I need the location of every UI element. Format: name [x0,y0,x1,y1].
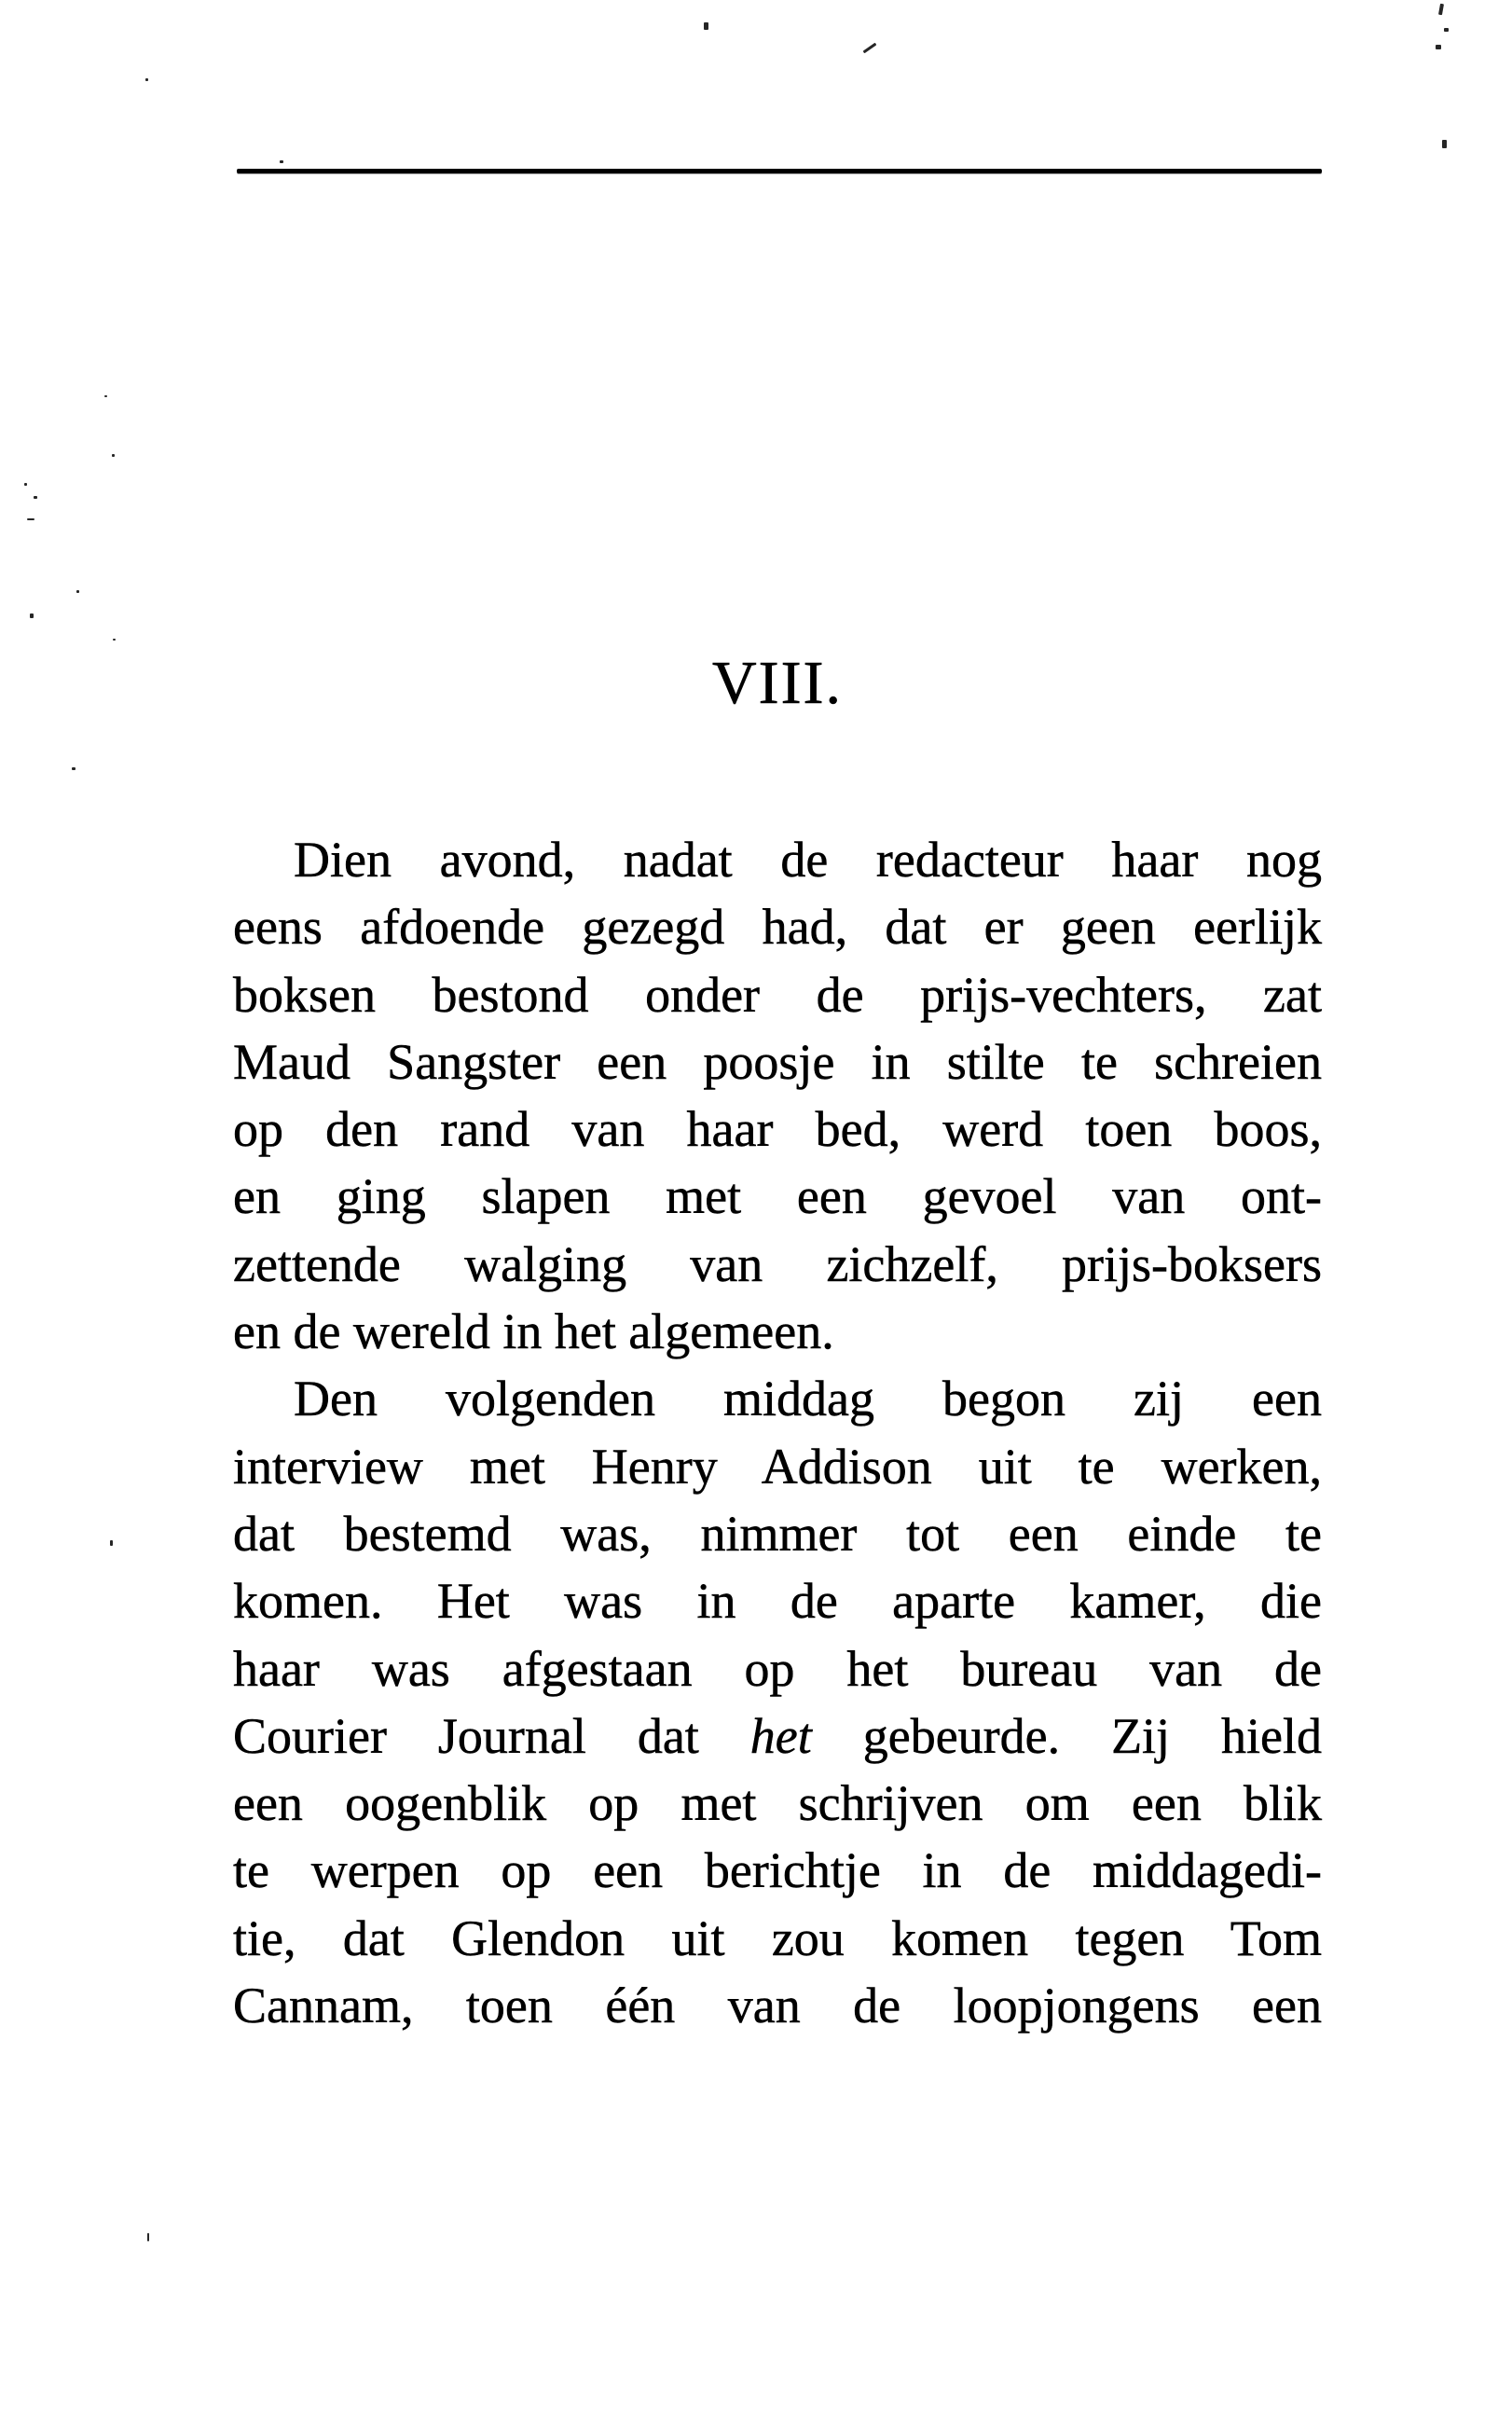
text-line: interview met Henry Addison uit te werken, [233,1438,1322,1495]
scan-speck [1442,140,1447,148]
scan-speck [34,496,37,499]
scan-speck [30,613,34,618]
scan-speck [72,767,76,770]
body-text [233,826,1322,2039]
italic-text-run: het [749,1707,812,1764]
text-run: Courier Journal dat [233,1707,750,1764]
scan-speck [27,518,34,520]
text-line [233,1702,1322,1770]
scan-speck [1438,4,1444,16]
scan-speck [863,43,877,54]
text-line: zettende walging van zichzelf, prijs-boksers [233,1235,1322,1292]
scan-speck [113,639,116,641]
text-line: Den volgenden middag begon zij een [294,1371,1322,1427]
scan-speck [104,395,107,397]
text-line: Cannam, toen één van de loopjongens een [233,1978,1322,2034]
chapter-divider-rule [237,169,1322,173]
text-line: Maud Sangster een poosje in stilte te schreien [233,1033,1322,1090]
scan-speck [145,78,148,81]
text-line: Dien avond, nadat de redacteur haar nog [294,832,1322,888]
scan-speck [24,483,27,486]
text-line: en ging slapen met een gevoel van ont- [233,1168,1322,1225]
chapter-heading: VIII. [711,649,844,717]
scan-speck [704,22,708,30]
text-line: boksen bestond onder de prijs-vechters, zat [233,966,1322,1023]
scan-speck [1436,45,1441,49]
text-line: te werpen op een berichtje in de middagedi- [233,1842,1322,1899]
scan-speck [1444,28,1449,32]
scan-speck [110,1540,113,1546]
text-line: tie, dat Glendon uit zou komen tegen Tom [233,1909,1322,1966]
text-line: eens afdoende gezegd had, dat er geen eerlijk [233,899,1322,956]
text-line: en de wereld in het algemeen. [233,1303,834,1360]
scan-speck [112,454,115,457]
text-line: op den rand van haar bed, werd toen boos, [233,1101,1322,1158]
text-run: gebeurde. Zij hield [811,1707,1322,1764]
text-line: dat bestemd was, nimmer tot een einde te [233,1505,1322,1562]
text-line: komen. Het was in de aparte kamer, die [233,1573,1322,1630]
scan-speck [280,160,283,163]
scan-speck [76,590,79,593]
text-line: haar was afgestaan op het bureau van de [233,1640,1322,1697]
scan-speck [147,2233,149,2241]
text-line: een oogenblik op met schrijven om een blik [233,1775,1322,1832]
